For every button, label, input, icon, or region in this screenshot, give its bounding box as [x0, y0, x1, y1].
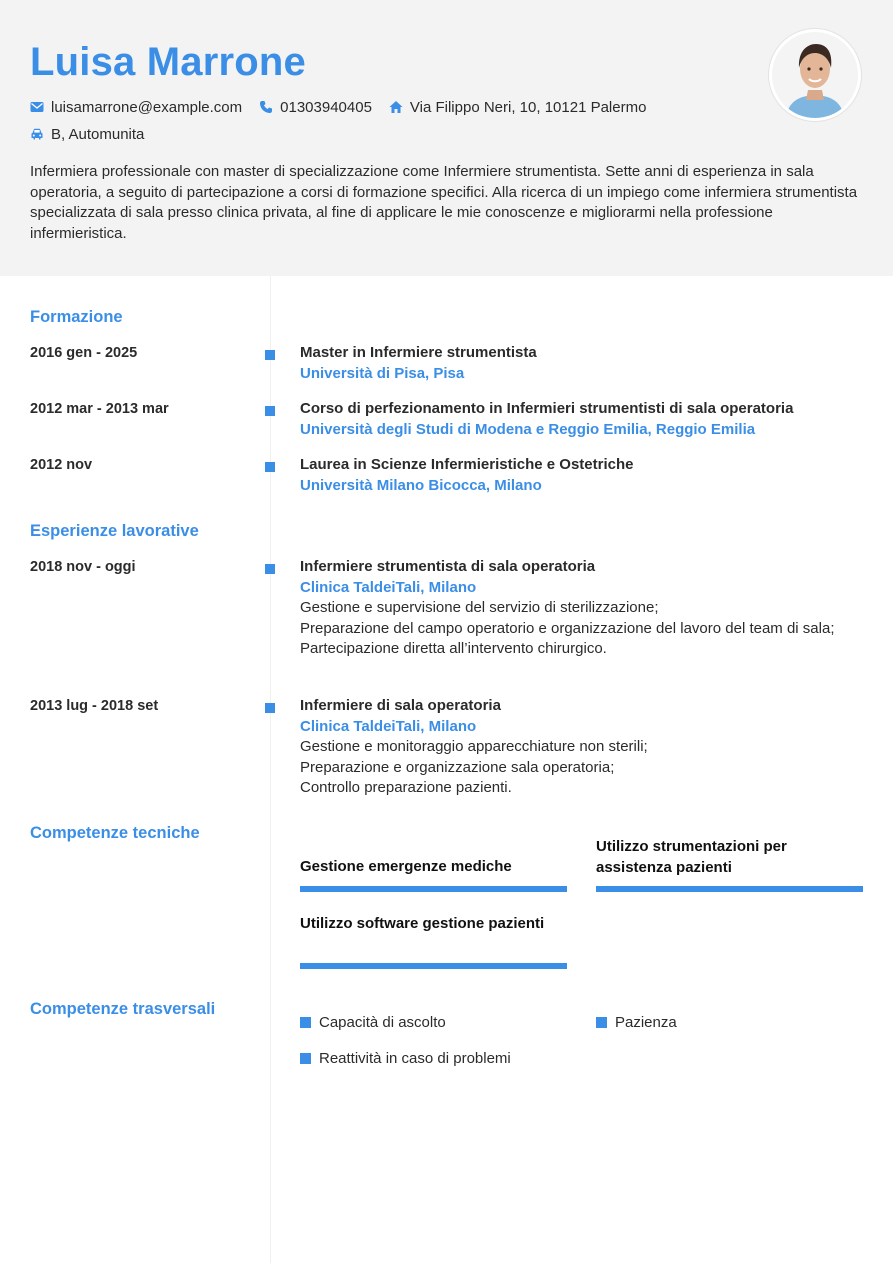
timeline-marker: [265, 350, 275, 360]
skill-level-bar: [300, 886, 567, 892]
education-institution: Università di Pisa, Pisa: [300, 364, 465, 382]
section-title-soft-skills: Competenze trasversali: [30, 1000, 216, 1018]
profile-summary: Infermiera professionale con master di specializzazione come Infermiere strumentista. Sette anni di esperienza in sala operatoria, a seguito di partecipazione a corsi di formazione specifici. Alla ricerca di un impiego come infermiera strumentista specializzata di sala presso clinica privata, al fine di applicare le mie conoscenze e migliorarmi nella professione infermieristica.: [30, 163, 858, 242]
header: [0, 0, 893, 276]
soft-skill-item: [300, 1014, 446, 1031]
technical-skill: Gestione emergenze mediche: [300, 858, 512, 875]
bullet-square-icon: [596, 1017, 607, 1028]
skill-level-bar: [596, 886, 863, 892]
license-text: B, Automunita: [51, 125, 145, 143]
home-icon: [389, 100, 403, 114]
soft-skill-label: Pazienza: [615, 1014, 677, 1031]
contact-license: [30, 126, 144, 143]
job-employer: Clinica TaldeiTali, Milano: [300, 717, 477, 735]
education-institution: Università Milano Bicocca, Milano: [300, 476, 542, 494]
skill-level-bar: [300, 963, 567, 969]
phone-icon: [259, 100, 273, 114]
soft-skill-label: Capacità di ascolto: [319, 1014, 446, 1031]
timeline-marker: [265, 564, 275, 574]
email-text: luisamarrone@example.com: [51, 98, 243, 116]
candidate-name: Luisa Marrone: [30, 40, 306, 84]
section-title-education: Formazione: [30, 308, 123, 326]
person-portrait-icon: [772, 32, 858, 118]
contact-phone: [259, 99, 372, 116]
phone-text: 01303940405: [280, 98, 372, 116]
timeline-marker: [265, 703, 275, 713]
technical-skill: Utilizzo strumentazioni per assistenza pazienti: [596, 838, 787, 876]
education-degree: Laurea in Scienze Infermieristiche e Ostetriche: [300, 456, 634, 473]
section-title-experience: Esperienze lavorative: [30, 522, 199, 540]
soft-skill-item: [300, 1050, 511, 1067]
soft-skill-label: Reattività in caso di problemi: [319, 1050, 511, 1067]
timeline-marker: [265, 406, 275, 416]
job-duty: Controllo preparazione pazienti.: [300, 779, 512, 797]
education-entry: [300, 455, 870, 496]
education-date: 2012 nov: [30, 457, 93, 473]
education-date: 2012 mar - 2013 mar: [30, 401, 169, 417]
job-title: Infermiere di sala operatoria: [300, 697, 501, 714]
job-duty: Preparazione del campo operatorio e organizzazione del lavoro del team di sala;: [300, 619, 835, 637]
job-duty: Preparazione e organizzazione sala operatoria;: [300, 758, 615, 776]
soft-skill-item: [596, 1014, 677, 1031]
education-degree: Master in Infermiere strumentista: [300, 344, 537, 361]
profile-photo: [769, 29, 861, 121]
envelope-icon: [30, 100, 44, 114]
experience-date: 2013 lug - 2018 set: [30, 698, 159, 714]
education-entry: [300, 399, 870, 440]
experience-entry: [300, 557, 868, 660]
job-employer: Clinica TaldeiTali, Milano: [300, 578, 477, 596]
timeline-marker: [265, 462, 275, 472]
contact-row-license: [30, 124, 161, 144]
job-duty: Partecipazione diretta all’intervento chirurgico.: [300, 640, 607, 658]
education-entry: [300, 343, 870, 384]
job-title: Infermiere strumentista di sala operatoria: [300, 558, 596, 575]
car-icon: [30, 127, 44, 141]
section-title-technical-skills: Competenze tecniche: [30, 824, 200, 842]
education-date: 2016 gen - 2025: [30, 345, 138, 361]
education-degree: Corso di perfezionamento in Infermieri strumentisti di sala operatoria: [300, 400, 794, 417]
education-institution: Università degli Studi di Modena e Reggio Emilia, Reggio Emilia: [300, 420, 756, 438]
job-duty: Gestione e monitoraggio apparecchiature non sterili;: [300, 738, 648, 756]
contact-row: [30, 97, 663, 117]
bullet-square-icon: [300, 1017, 311, 1028]
technical-skill: Utilizzo software gestione pazienti: [300, 915, 545, 932]
job-duty: Gestione e supervisione del servizio di sterilizzazione;: [300, 599, 659, 617]
bullet-square-icon: [300, 1053, 311, 1064]
address-text: Via Filippo Neri, 10, 10121 Palermo: [409, 98, 647, 116]
experience-entry: [300, 696, 870, 799]
contact-email: [30, 99, 242, 116]
contact-address: [389, 99, 647, 116]
column-divider: [270, 276, 271, 1263]
experience-date: 2018 nov - oggi: [30, 559, 136, 575]
